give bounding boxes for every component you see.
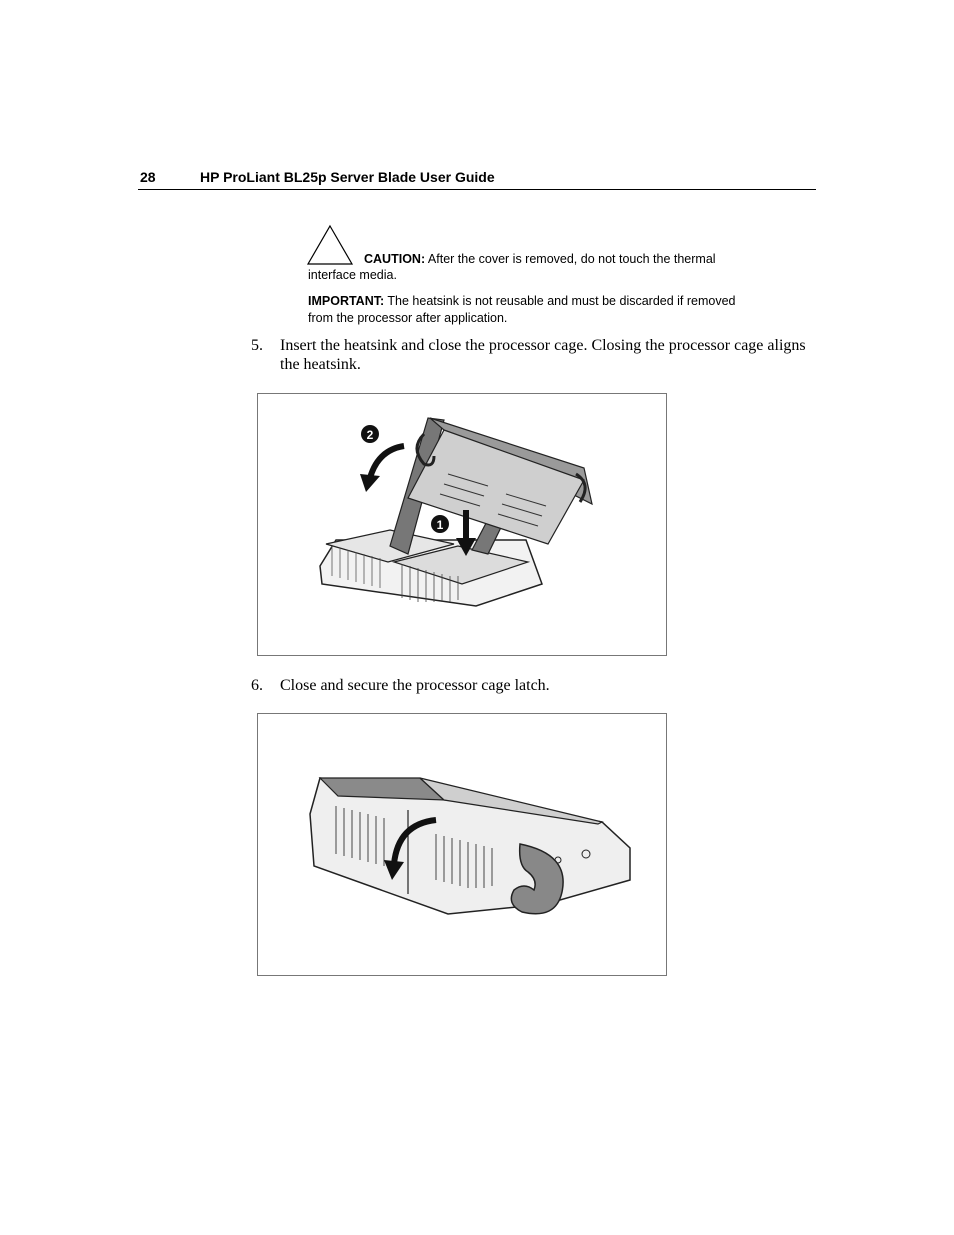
important-notice <box>308 293 748 327</box>
page-header <box>138 169 816 190</box>
heatsink-insert-illustration <box>258 394 666 655</box>
document-title: HP ProLiant BL25p Server Blade User Guide <box>200 169 495 185</box>
important-label: IMPORTANT: <box>308 294 385 308</box>
step-text: Close and secure the processor cage latch. <box>280 677 550 694</box>
figure-close-latch <box>257 713 667 976</box>
step-number: 6. <box>251 677 263 694</box>
step-6 <box>251 676 811 696</box>
important-text: The heatsink is not reusable and must be discarded if removed from the processor after application. <box>308 294 736 325</box>
callout-2: 2 <box>366 428 374 442</box>
caution-text: After the cover is removed, do not touch the thermal interface media. <box>308 252 716 282</box>
caution-notice <box>308 251 738 283</box>
step-text: Insert the heatsink and close the processor cage. Closing the processor cage aligns the heatsink. <box>280 337 806 373</box>
latch-close-illustration <box>258 714 666 975</box>
caution-label: CAUTION: <box>364 252 426 266</box>
callout-1: 1 <box>436 518 444 532</box>
step-5 <box>251 336 811 376</box>
figure-insert-heatsink <box>257 393 667 656</box>
page-number: 28 <box>140 169 156 185</box>
step-number: 5. <box>251 337 263 354</box>
